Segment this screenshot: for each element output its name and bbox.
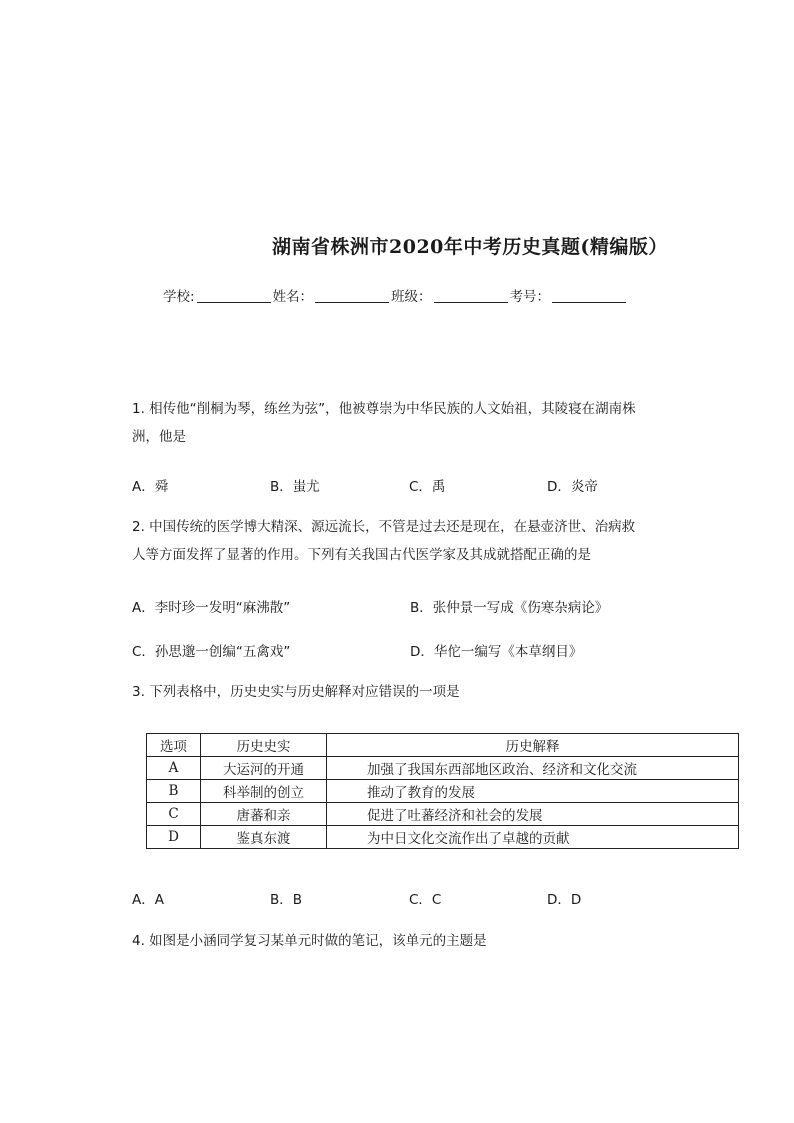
option-a[interactable]: A．舜	[132, 479, 169, 495]
page-title: 湖南省株洲市2020年中考历史真题(精编版）	[272, 236, 668, 258]
option-c[interactable]: C．禹	[409, 479, 446, 495]
number-blank[interactable]	[552, 288, 626, 303]
question-1-line-2: 洲，他是	[132, 429, 186, 445]
table-cell: 科举制的创立	[201, 780, 327, 803]
question-4-stem: 4. 如图是小涵同学复习某单元时做的笔记，该单元的主题是	[132, 933, 487, 949]
question-2-line-1: 2. 中国传统的医学博大精深、源远流长，不管是过去还是现在，在悬壶济世、治病救	[132, 519, 636, 535]
option-d[interactable]: D．炎帝	[547, 479, 598, 495]
question-2-stem	[132, 513, 677, 569]
table-row	[147, 780, 739, 803]
table-cell: 加强了我国东西部地区政治、经济和文化交流	[327, 757, 739, 780]
option-a[interactable]: A．A	[132, 892, 164, 908]
table-header-cell: 历史解释	[327, 734, 739, 757]
name-label: 姓名：	[272, 289, 314, 305]
option-d[interactable]: D．D	[547, 892, 582, 908]
table-cell: B	[147, 780, 201, 803]
table-header-cell: 历史史实	[201, 734, 327, 757]
table-header-row	[147, 734, 739, 757]
table-row	[147, 757, 739, 780]
question-1-line-1: 1. 相传他“削桐为琴，练丝为弦”，他被尊崇为中华民族的人文始祖，其陵寝在湖南株	[132, 401, 636, 417]
table-row	[147, 803, 739, 826]
question-1-stem	[132, 395, 677, 451]
table-cell: 促进了吐蕃经济和社会的发展	[327, 803, 739, 826]
table-row	[147, 826, 739, 849]
option-b[interactable]: B．B	[270, 892, 303, 908]
table-cell: D	[147, 826, 201, 849]
table-cell: C	[147, 803, 201, 826]
table-cell: 大运河的开通	[201, 757, 327, 780]
class-label: 班级：	[391, 289, 432, 305]
school-label: 学校:	[163, 289, 195, 305]
table-cell: 推动了教育的发展	[327, 780, 739, 803]
table-cell: 为中日文化交流作出了卓越的贡献	[327, 826, 739, 849]
table-cell: 鉴真东渡	[201, 826, 327, 849]
option-c[interactable]: C．C	[409, 892, 442, 908]
school-blank[interactable]	[197, 288, 271, 303]
class-blank[interactable]	[434, 288, 508, 303]
option-b[interactable]: B．张仲景一写成《伤寒杂病论》	[410, 600, 609, 616]
option-a[interactable]: A．李时珍一发明“麻沸散”	[132, 600, 291, 616]
table-cell: A	[147, 757, 201, 780]
question-3-stem: 3. 下列表格中，历史史实与历史解释对应错误的一项是	[132, 684, 460, 700]
number-label: 考号：	[509, 289, 551, 305]
option-c[interactable]: C．孙思邈一创编“五禽戏”	[132, 644, 291, 660]
question-2-line-2: 人等方面发挥了显著的作用。下列有关我国古代医学家及其成就搭配正确的是	[132, 547, 591, 563]
history-table	[146, 733, 739, 849]
option-d[interactable]: D．华佗一编写《本草纲目》	[410, 644, 583, 660]
table-header-cell: 选项	[147, 734, 201, 757]
option-b[interactable]: B．蚩尤	[270, 479, 320, 495]
table-cell: 唐蕃和亲	[201, 803, 327, 826]
name-blank[interactable]	[315, 288, 389, 303]
student-info-line	[163, 285, 628, 305]
